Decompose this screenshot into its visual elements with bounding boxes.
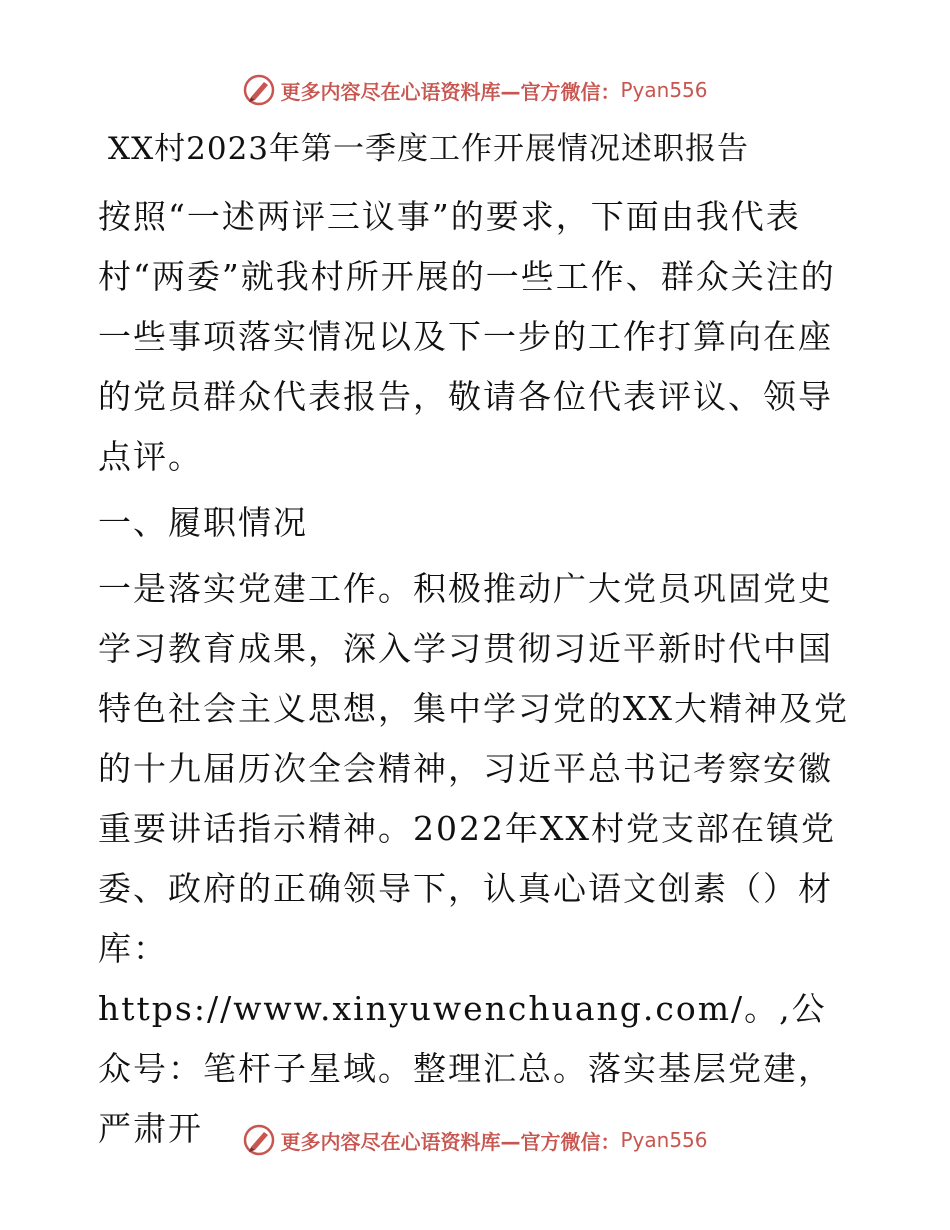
document-body (98, 125, 858, 1159)
body-paragraph: 一是落实党建工作。积极推动广大党员巩固党史学习教育成果，深入学习贯彻习近平新时代中国特色社会主义思想，集中学习党的XX大精神及党的十九届历次全会精神，习近平总书记考察安徽重要讲话指示精神。2022年XX村党支部在镇党委、政府的正确领导下，认真心语文创素（）材库：https://www.xinyuwenchuang.com/。,公众号：笔杆子星域。整理汇总。落实基层党建，严肃开 (98, 569, 849, 1148)
document-title: XX村2023年第一季度工作开展情况述职报告 (108, 131, 750, 167)
watermark-wechat-id: Pyan556 (620, 78, 708, 102)
section-heading: 一、履职情况 (98, 503, 308, 542)
intro-paragraph: 按照“一述两评三议事”的要求，下面由我代表村“两委”就我村所开展的一些工作、群众关注的一些事项落实情况以及下一步的工作打算向在座的党员群众代表报告，敬请各位代表评议、领导点评。 (98, 197, 836, 476)
watermark-wechat-id: Pyan556 (620, 1128, 708, 1152)
pen-logo-icon (242, 1123, 276, 1157)
watermark-banner-top (0, 70, 950, 110)
pen-logo-icon (242, 73, 276, 107)
watermark-text: 更多内容尽在心语资料库—官方微信： (280, 79, 621, 104)
watermark-banner-bottom (0, 1120, 950, 1160)
watermark-text: 更多内容尽在心语资料库—官方微信： (280, 1129, 621, 1154)
